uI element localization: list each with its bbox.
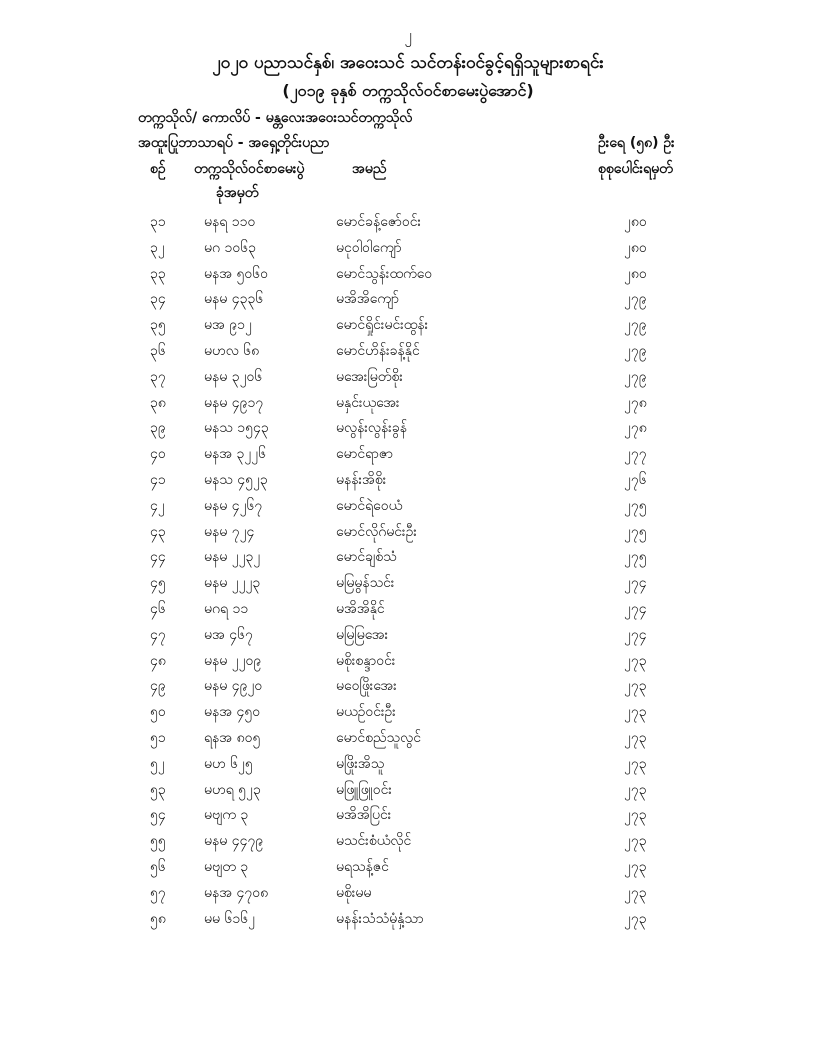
row-name: မောင်ချစ်သံ — [336, 549, 397, 566]
row-name: မစိုးမမ — [336, 884, 372, 901]
table-row — [0, 571, 816, 597]
row-total: ၂၇၉ — [624, 368, 647, 385]
row-name: မဖြိုးအိသူ — [336, 755, 385, 772]
row-roll: မနမ ၄၂၆၇ — [204, 497, 263, 514]
table-row — [0, 442, 816, 468]
row-roll: မနအ ၅၀၆၀ — [204, 265, 269, 282]
row-name: မောင်ရဲဝေယံ — [336, 497, 403, 514]
row-name: မောင်သွန်းထက်ဝေ — [336, 265, 433, 282]
row-no: ၃၁ — [150, 214, 166, 230]
row-no: ၄၆ — [150, 600, 166, 617]
document-title: ၂၀၂၀ ပညာသင်နှစ်၊ အဝေးသင် သင်တန်းဝင်ခွင့်ရရှိသူများစာရင်း — [212, 53, 604, 73]
row-no: ၃၇ — [150, 368, 166, 385]
row-no: ၃၄ — [150, 291, 166, 308]
table-row — [0, 674, 816, 700]
header-name: အမည် — [352, 161, 387, 177]
row-no: ၃၅ — [150, 317, 166, 334]
table-row — [0, 907, 816, 933]
table-row — [0, 545, 816, 571]
row-total: ၂၈၀ — [624, 239, 647, 256]
row-no: ၄၂ — [150, 497, 165, 514]
row-name: မအိအိကျော် — [336, 291, 399, 308]
row-total: ၂၇၈ — [624, 394, 647, 411]
row-no: ၃၆ — [150, 342, 166, 359]
row-total: ၂၇၃ — [624, 704, 647, 721]
row-roll: မနအ ၃၂၂၆ — [204, 446, 267, 463]
row-name: မောင်လိုဂ်မင်းဦး — [336, 523, 417, 540]
table-row — [0, 468, 816, 494]
page-number: ၂ — [404, 26, 412, 44]
row-name: မရသန့်ဇင် — [336, 858, 389, 875]
row-roll: မနမ ၂၂၃၂ — [204, 549, 261, 566]
row-roll: မဗျက ၃ — [204, 807, 249, 824]
row-name: မအိအိနိုင် — [336, 600, 385, 617]
row-no: ၅၄ — [150, 807, 166, 824]
row-no: ၄၀ — [150, 446, 166, 463]
row-total: ၂၇၅ — [624, 523, 647, 540]
row-roll: မဟရ ၅၂၃ — [204, 781, 261, 798]
row-roll: မနမ ၇၂၄ — [204, 523, 255, 540]
row-roll: မနရ ၁၁၀ — [204, 214, 256, 230]
row-roll: မဟ ၆၂၅ — [204, 755, 253, 772]
row-roll: မအ ၉၁၂ — [204, 317, 252, 334]
row-no: ၄၈ — [150, 652, 166, 669]
row-roll: မနမ ၄၃၃၆ — [204, 291, 264, 308]
row-name: မနန်းအိစိုး — [336, 471, 387, 488]
row-name: မယဉ်ဝင်းဦး — [336, 704, 396, 721]
table-row — [0, 210, 816, 236]
row-total: ၂၇၉ — [624, 291, 647, 308]
row-total: ၂၇၃ — [624, 729, 647, 746]
table-row — [0, 494, 816, 520]
row-name: မောင်စည်သူလွင် — [336, 729, 421, 746]
row-name: မမြမြအေး — [336, 626, 389, 643]
header-roll-line1: တက္ကသိုလ်ဝင်စာမေးပွဲ — [194, 161, 305, 177]
row-name: မလွန်းလွန်းခွန် — [336, 420, 407, 437]
row-no: ၅၀ — [150, 704, 166, 721]
header-roll-line2: ခုံအမှတ် — [216, 185, 259, 201]
table-row — [0, 365, 816, 391]
row-total: ၂၇၄ — [624, 626, 647, 643]
row-roll: မနသ ၄၅၂၃ — [204, 471, 268, 488]
table-row — [0, 855, 816, 881]
table-row — [0, 649, 816, 675]
row-total: ၂၇၃ — [624, 884, 647, 901]
row-total: ၂၇၄ — [624, 600, 647, 617]
table-row — [0, 881, 816, 907]
table-row — [0, 752, 816, 778]
row-name: မအိအိပြင်း — [336, 807, 392, 824]
row-total: ၂၇၃ — [624, 781, 647, 798]
row-name: မဝေဖြိုးအေး — [336, 678, 397, 695]
header-total: စုစုပေါင်းရမှတ် — [598, 161, 673, 177]
row-total: ၂၇၅ — [624, 497, 647, 514]
table-row — [0, 339, 816, 365]
row-roll: မအ ၄၆၇ — [204, 626, 253, 643]
table-row — [0, 520, 816, 546]
row-roll: မဂရ ၁၁ — [204, 600, 249, 617]
row-no: ၃၂ — [150, 239, 165, 256]
row-no: ၃၉ — [150, 420, 166, 437]
row-name: မသင်းစံယံလိုင် — [336, 833, 412, 850]
row-total: ၂၈၀ — [624, 214, 647, 230]
row-total: ၂၇၉ — [624, 342, 647, 359]
row-total: ၂၇၄ — [624, 575, 647, 592]
table-row — [0, 700, 816, 726]
row-roll: မနအ ၄၇၀၈ — [204, 884, 269, 901]
row-total: ၂၇၅ — [624, 549, 647, 566]
row-name: မအေးမြတ်စိုး — [336, 368, 403, 385]
row-total: ၂၇၃ — [624, 858, 647, 875]
table-row — [0, 391, 816, 417]
row-total: ၂၇၆ — [624, 471, 647, 488]
header-no: စဉ် — [150, 161, 166, 177]
row-roll: မနမ ၂၂၀၉ — [204, 652, 262, 669]
table-row — [0, 726, 816, 752]
row-roll: မဗျတ ၃ — [204, 858, 249, 875]
table-row — [0, 623, 816, 649]
row-no: ၅၆ — [150, 858, 166, 875]
row-no: ၃၈ — [150, 394, 166, 411]
row-total: ၂၇၉ — [624, 317, 647, 334]
row-no: ၄၉ — [150, 678, 166, 695]
row-roll: မနမ ၃၂၀၆ — [204, 368, 263, 385]
row-roll: မနအ ၄၅၀ — [204, 704, 261, 721]
university-line: တက္ကသိုလ်/ ကောလိပ် - မန္တလေးအဝေးသင်တက္ကသိုလ် — [138, 110, 413, 126]
row-total: ၂၇၃ — [624, 755, 647, 772]
row-no: ၅၂ — [150, 755, 165, 772]
row-no: ၅၃ — [150, 781, 166, 798]
table-row — [0, 287, 816, 313]
quota: ဦးရေ (၅၈) ဦး — [598, 135, 675, 151]
row-name: မောင်ရှိုင်းမင်းထွန်း — [336, 317, 429, 334]
results-table — [0, 210, 816, 932]
row-no: ၄၄ — [150, 549, 166, 566]
table-row — [0, 829, 816, 855]
subject-line: အထူးပြုဘာသာရပ် - အရှေ့တိုင်းပညာ — [138, 135, 330, 151]
row-name: မမြမွန်သင်း — [336, 575, 395, 592]
row-no: ၅၁ — [150, 729, 166, 746]
row-roll: မဂ ၁၀၆၃ — [204, 239, 256, 256]
row-no: ၄၁ — [150, 471, 166, 488]
row-total: ၂၇၃ — [624, 833, 647, 850]
row-no: ၅၅ — [150, 833, 166, 850]
table-row — [0, 262, 816, 288]
row-roll: မနသ ၁၅၄၃ — [204, 420, 269, 437]
row-total: ၂၇၇ — [624, 446, 647, 463]
table-row — [0, 778, 816, 804]
row-total: ၂၇၃ — [624, 652, 647, 669]
row-name: မောင်ဟိန်းခန့်နိုင် — [336, 342, 420, 359]
row-roll: မနမ ၄၉၁၇ — [204, 394, 264, 411]
row-total: ၂၇၃ — [624, 910, 647, 927]
row-total: ၂၇၈ — [624, 420, 647, 437]
row-roll: မနမ ၄၉၂၀ — [204, 678, 263, 695]
table-row — [0, 236, 816, 262]
row-roll: ရနအ ၈၀၅ — [204, 729, 261, 746]
row-no: ၃၃ — [150, 265, 166, 282]
row-total: ၂၇၃ — [624, 678, 647, 695]
row-no: ၅၇ — [150, 884, 166, 901]
row-total: ၂၈၀ — [624, 265, 647, 282]
row-name: မငုဝါဝါကျော် — [336, 239, 402, 256]
row-no: ၄၃ — [150, 523, 166, 540]
row-name: မနှင်းယုအေး — [336, 394, 400, 411]
header-roll — [194, 157, 324, 205]
row-no: ၄၅ — [150, 575, 166, 592]
row-name: မောင်ရာဇာ — [336, 446, 393, 463]
table-row — [0, 416, 816, 442]
table-row — [0, 597, 816, 623]
row-no: ၅၈ — [150, 910, 166, 927]
row-roll: မနမ ၄၄၇၉ — [204, 833, 264, 850]
row-roll: မနမ ၂၂၂၃ — [204, 575, 261, 592]
row-name: မဖြူဖြူဝင်း — [336, 781, 392, 798]
table-row — [0, 803, 816, 829]
row-total: ၂၇၃ — [624, 807, 647, 824]
row-name: မနန်းသံသံမုံနှံ့သာ — [336, 910, 424, 927]
row-roll: မဟလ ၆၈ — [204, 342, 260, 359]
table-row — [0, 313, 816, 339]
row-no: ၄၇ — [150, 626, 166, 643]
row-roll: မမ ၆၁၆၂ — [204, 910, 255, 927]
row-name: မစိုးစန္ဒာဝင်း — [336, 652, 396, 669]
document-subtitle: (၂၀၁၉ ခုနှစ် တက္ကသိုလ်ဝင်စာမေးပွဲအောင်) — [282, 81, 534, 100]
row-name: မောင်ခန့်ဇော်ဝင်း — [336, 214, 422, 230]
